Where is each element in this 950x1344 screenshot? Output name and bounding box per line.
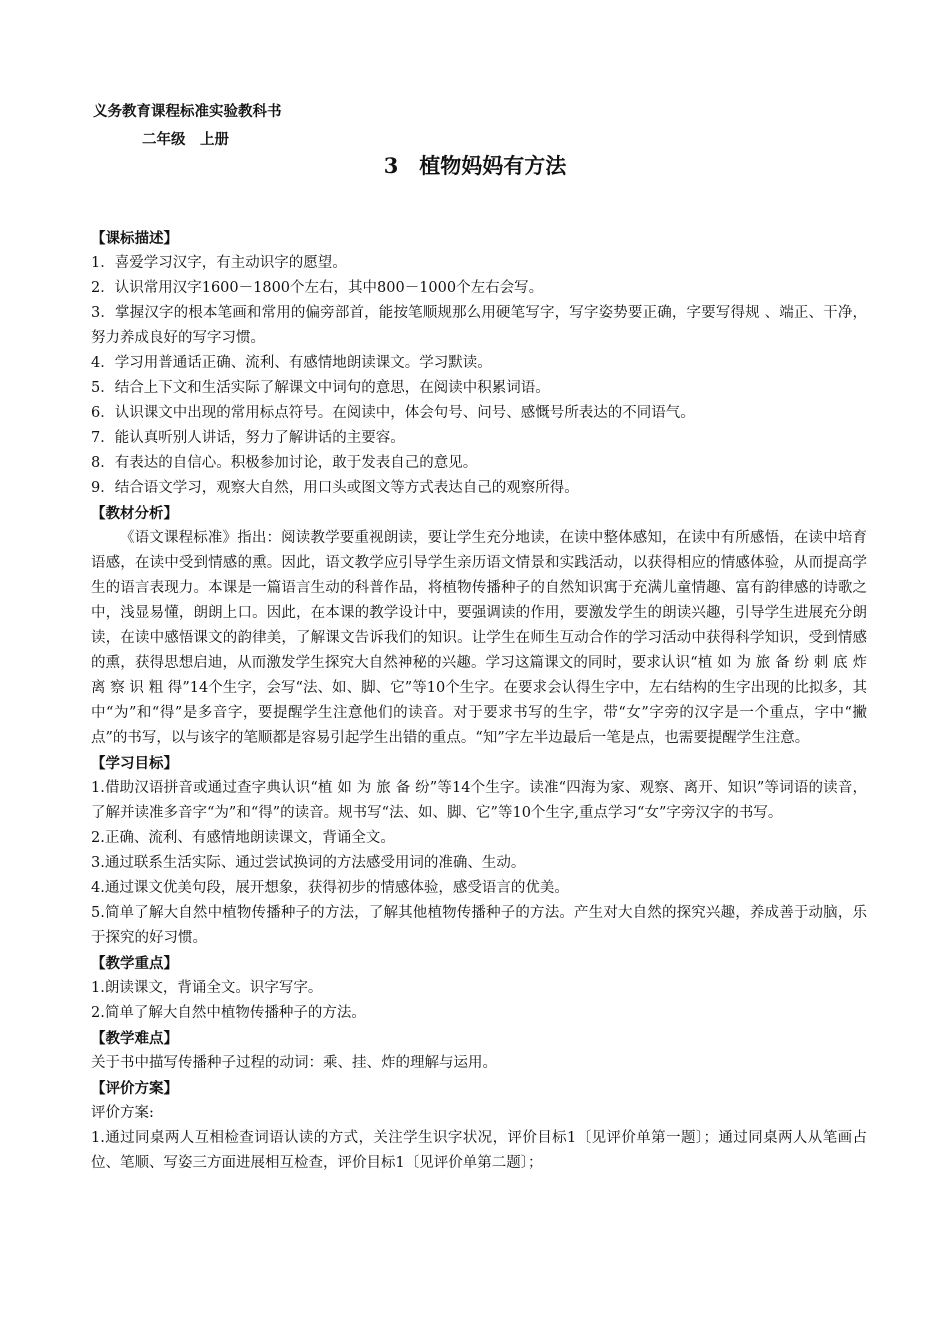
goal-item: 1.借助汉语拼音或通过查字典认识“植 如 为 旅 备 纷”等14个生字。读准“四海为家、观察、离开、知识”等词语的读音，了解并读准多音字“为”和“得”的读音。规书写“法、如、脚、它”等10个生字,重点学习“女”字旁汉字的书写。: [91, 780, 867, 821]
curriculum-item: 3．掌握汉字的根本笔画和常用的偏旁部首，能按笔顺规那么用硬笔写字，写字姿势要正确，字要写得规 、端正、干净，努力养成良好的写字习惯。: [91, 305, 867, 346]
curriculum-item: 7．能认真听别人讲话，努力了解讲话的主要容。: [91, 430, 405, 446]
curriculum-item: 8．有表达的自信心。积极参加讨论，敢于发表自己的意见。: [91, 455, 478, 471]
section-heading-goals: 【学习目标】: [91, 755, 178, 772]
lesson-title: 3 植物妈妈有方法: [383, 153, 567, 178]
curriculum-item: 5．结合上下文和生活实际了解课文中词句的意思，在阅读中积累词语。: [91, 380, 550, 396]
grade-label: 二年级 上册: [142, 131, 229, 148]
section-heading-evaluation: 【评价方案】: [91, 1080, 178, 1097]
key-point-item: 2.简单了解大自然中植物传播种子的方法。: [91, 1005, 366, 1021]
evaluation-intro: 评价方案:: [91, 1105, 154, 1121]
analysis-paragraph: 《语文课程标准》指出：阅读教学要重视朗读，要让学生充分地读，在读中整体感知，在读中有所感悟，在读中培育语感，在读中受到情感的熏。因此，语文教学应引导学生亲历语文情景和实践活动，以获得相应的情感体验，从而提高学生的语言表现力。本课是一篇语言生动的科普作品，将植物传播种子的自然知识寓于充满儿童情趣、富有韵律感的诗歌之中，浅显易懂，朗朗上口。因此，在本课的教学设计中，要强调读的作用，要激发学生的朗读兴趣，引导学生进展充分朗读，在读中感悟课文的韵律美，了解课文告诉我们的知识。让学生在师生互动合作的学习活动中获得科学知识，受到情感的熏，获得思想启迪，从而激发学生探究大自然神秘的兴趣。学习这篇课文的同时，要求认识“植 如 为 旅 备 纷 刺 底 炸 离 察 识 粗 得”14个生字，会写“法、如、脚、它”等10个生字。在要求会认得生字中，左右结构的生字出现的比拟多，其中“为”和“得”是多音字，要提醒学生注意他们的读音。对于要求书写的生字，带“女”字旁的汉字是一个重点，字中“撇点”的书写，以与该字的笔顺都是容易引起学生出错的重点。“知”字左半边最后一笔是点，也需要提醒学生注意。: [91, 530, 867, 746]
evaluation-item: 1.通过同桌两人互相检查词语认读的方式，关注学生识字状况，评价目标1〔见评价单第一题〕；通过同桌两人从笔画占位、笔顺、写姿三方面进展相互检查，评价目标1〔见评价单第二题〕；: [91, 1130, 867, 1171]
difficulty-text: 关于书中描写传播种子过程的动词：乘、挂、炸的理解与运用。: [91, 1055, 497, 1071]
goal-item: 3.通过联系生活实际、通过尝试换词的方法感受用词的准确、生动。: [91, 855, 526, 871]
series-title: 义务教育课程标准实验教科书: [93, 103, 282, 120]
key-point-item: 1.朗读课文，背诵全文。识字写字。: [91, 980, 323, 996]
curriculum-item: 9．结合语文学习，观察大自然，用口头或图文等方式表达自己的观察所得。: [91, 480, 579, 496]
section-heading-key-points: 【教学重点】: [91, 955, 178, 972]
section-heading-difficulties: 【教学难点】: [91, 1030, 178, 1047]
curriculum-item: 2．认识常用汉字1600－1800个左右，其中800－1000个左右会写。: [91, 280, 544, 296]
section-heading-curriculum: 【课标描述】: [91, 230, 178, 247]
section-heading-analysis: 【教材分析】: [91, 505, 178, 522]
curriculum-item: 4．学习用普通话正确、流利、有感情地朗读课文。学习默读。: [91, 355, 492, 371]
goal-item: 4.通过课文优美句段，展开想象，获得初步的情感体验，感受语言的优美。: [91, 880, 569, 896]
goal-item: 2.正确、流利、有感情地朗读课文，背诵全文。: [91, 830, 395, 846]
document-body: [91, 226, 867, 1176]
curriculum-item: 1．喜爱学习汉字，有主动识字的愿望。: [91, 255, 347, 271]
goal-item: 5.简单了解大自然中植物传播种子的方法，了解其他植物传播种子的方法。产生对大自然的探究兴趣，养成善于动脑，乐于探究的好习惯。: [91, 905, 867, 946]
curriculum-item: 6．认识课文中出现的常用标点符号。在阅读中，体会句号、问号、感慨号所表达的不同语气。: [91, 405, 695, 421]
